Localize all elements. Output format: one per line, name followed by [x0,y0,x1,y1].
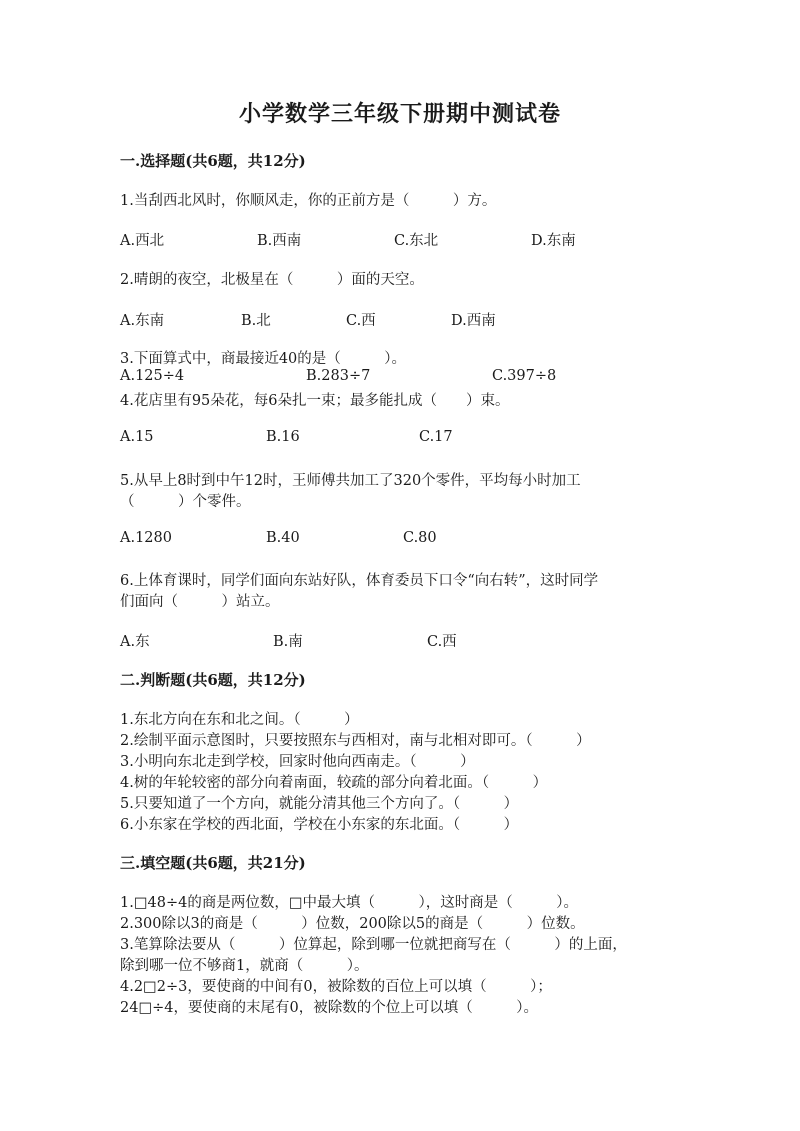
section-heading-choice: 一.选择题(共6题，共12分) [120,152,306,170]
fill-blank-item: 1.□48÷4的商是两位数，□中最大填（ ），这时商是（ ）。 [120,895,579,911]
option-a[interactable]: A.西北 [120,233,165,249]
judgement-item: 5.只要知道了一个方向，就能分清其他三个方向了。（ ） [120,796,519,812]
judgement-item: 3.小明向东北走到学校，回家时他向西南走。（ ） [120,754,475,770]
option-b[interactable]: B.西南 [257,233,302,249]
option-c[interactable]: C.80 [403,530,437,546]
section-heading-fill-blank: 三.填空题(共6题，共21分) [120,854,306,872]
question-stem: 5.从早上8时到中午12时，王师傅共加工了320个零件，平均每小时加工 [120,473,581,489]
question-stem: 4.花店里有95朵花，每6朵扎一束；最多能扎成（ ）束。 [120,393,510,409]
judgement-item: 1.东北方向在东和北之间。（ ） [120,712,359,728]
option-d[interactable]: D.东南 [531,233,576,249]
option-c[interactable]: C.东北 [394,233,439,249]
option-b[interactable]: B.南 [273,634,303,650]
option-a[interactable]: A.东 [120,634,150,650]
judgement-item: 2.绘制平面示意图时，只要按照东与西相对，南与北相对即可。（ ） [120,733,591,749]
fill-blank-item-continued: 24□÷4，要使商的末尾有0，被除数的个位上可以填（ ）。 [120,1000,538,1016]
fill-blank-item: 2.300除以3的商是（ ）位数，200除以5的商是（ ）位数。 [120,916,585,932]
question-stem: 3.下面算式中，商最接近40的是（ ）。 [120,351,407,367]
option-b[interactable]: B.16 [266,429,300,445]
judgement-item: 4.树的年轮较密的部分向着南面，较疏的部分向着北面。（ ） [120,775,548,791]
option-a[interactable]: A.东南 [120,313,165,329]
question-stem-continued: （ ）个零件。 [120,494,251,510]
option-b[interactable]: B.北 [241,313,271,329]
option-c[interactable]: C.17 [419,429,453,445]
question-stem: 2.晴朗的夜空，北极星在（ ）面的天空。 [120,272,424,288]
option-c[interactable]: C.西 [346,313,376,329]
fill-blank-item-continued: 除到哪一位不够商1，就商（ ）。 [120,958,369,974]
judgement-item: 6.小东家在学校的西北面，学校在小东家的东北面。（ ） [120,817,519,833]
section-heading-judgement: 二.判断题(共6题，共12分) [120,671,306,689]
page-title: 小学数学三年级下册期中测试卷 [238,101,561,127]
option-a[interactable]: A.125÷4 [120,368,185,384]
option-c[interactable]: C.397÷8 [492,368,557,384]
option-d[interactable]: D.西南 [451,313,496,329]
option-a[interactable]: A.1280 [120,530,172,546]
option-b[interactable]: B.283÷7 [306,368,371,384]
question-stem: 1.当刮西北风时，你顺风走，你的正前方是（ ）方。 [120,193,497,209]
option-b[interactable]: B.40 [266,530,300,546]
option-c[interactable]: C.西 [427,634,457,650]
fill-blank-item: 4.2□2÷3，要使商的中间有0，被除数的百位上可以填（ ）； [120,979,552,995]
option-a[interactable]: A.15 [120,429,154,445]
question-stem-continued: 们面向（ ）站立。 [120,594,280,610]
fill-blank-item: 3.笔算除法要从（ ）位算起，除到哪一位就把商写在（ ）的上面， [120,937,627,953]
question-stem: 6.上体育课时，同学们面向东站好队，体育委员下口令“向右转”，这时同学 [120,573,599,589]
